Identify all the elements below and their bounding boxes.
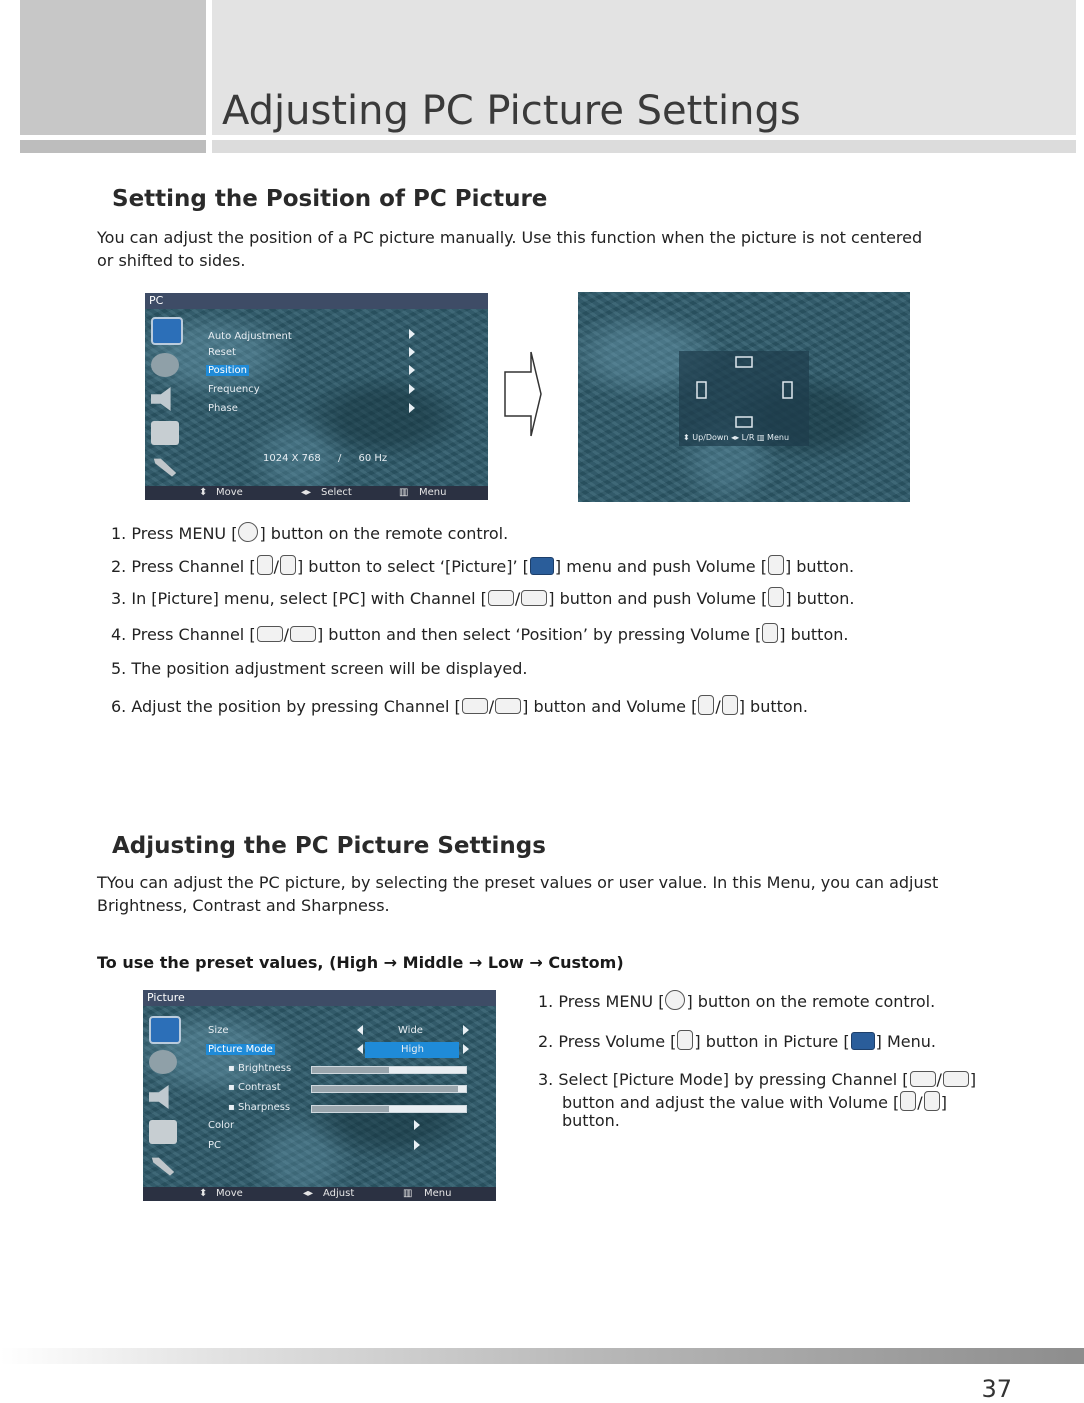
volume-right-button-icon: [280, 555, 296, 575]
step-2-text-b: /: [273, 557, 279, 576]
sharpness-slider-fill: [312, 1106, 389, 1112]
menu-item-size: Size: [208, 1025, 229, 1036]
header-rule-left: [20, 140, 206, 153]
volume-right-button-icon: [768, 587, 784, 607]
section1-intro-line2: or shifted to sides.: [97, 251, 246, 270]
volume-right-button-icon: [677, 1030, 693, 1050]
section2-intro-line1: TYou can adjust the PC picture, by selecting the preset values or user value. In this Menu, you can adjust: [97, 873, 939, 892]
menu-item-phase: Phase: [208, 403, 238, 414]
footer-bar: [0, 1348, 1084, 1364]
picture-mode-value: High: [401, 1044, 424, 1055]
chevron-right-icon: [409, 384, 415, 394]
volume-right-button-icon: [768, 555, 784, 575]
preset-step-3-text-e: /: [917, 1093, 923, 1112]
channel-down-button-icon: [521, 590, 547, 606]
updown-arrows-icon: ⬍: [199, 487, 208, 498]
channel-down-button-icon: [290, 626, 316, 642]
step-3-text-a: 3. In [Picture] menu, select [PC] with Channel [: [111, 589, 487, 608]
channel-up-button-icon: [910, 1071, 936, 1087]
resolution-readout: [263, 453, 387, 464]
step-2: [111, 555, 854, 576]
pc-menu-screenshot: [145, 293, 488, 500]
leftright-arrows-icon: ◂▸: [731, 433, 740, 442]
step-3-text-c: ] button and push Volume [: [548, 589, 768, 608]
step-4-text-b: /: [283, 625, 289, 644]
menu-item-brightness: ▪ Brightness: [228, 1063, 292, 1074]
position-footer: [683, 433, 789, 442]
picture-menu-title: Picture: [143, 990, 496, 1006]
pc-menu-footer: [145, 486, 488, 500]
preset-step-1: [538, 990, 935, 1011]
menu-item-frequency: Frequency: [208, 384, 260, 395]
header-block-left: [20, 0, 206, 135]
updown-arrows-icon: ⬍: [199, 1188, 208, 1199]
preset-step-2: [538, 1030, 936, 1051]
step-1-text-b: ] button on the remote control.: [259, 524, 509, 543]
contrast-slider: [311, 1085, 467, 1093]
menu-key-icon: ▥: [403, 1188, 413, 1199]
wrench-icon: [151, 455, 179, 479]
chevron-left-icon: [357, 1025, 363, 1035]
sharpness-slider: [311, 1105, 467, 1113]
chevron-right-icon: [409, 329, 415, 339]
step-2-text-e: ] button.: [784, 557, 855, 576]
preset-step-3-text-c: ]: [969, 1070, 977, 1089]
step-6-text-c: ] button and Volume [: [522, 697, 698, 716]
preset-step-3-text-a: 3. Select [Picture Mode] by pressing Channel [: [538, 1070, 909, 1089]
menu-item-reset: Reset: [208, 347, 236, 358]
chevron-right-icon: [463, 1044, 469, 1054]
volume-left-button-icon: [900, 1091, 916, 1111]
preset-step-2-text-c: ] Menu.: [875, 1032, 936, 1051]
channel-up-button-icon: [462, 698, 488, 714]
channel-down-button-icon: [943, 1071, 969, 1087]
leftright-arrows-icon: ◂▸: [301, 487, 312, 498]
wrench-icon: [149, 1154, 177, 1178]
refresh-value: 60 Hz: [358, 453, 388, 464]
contrast-slider-fill: [312, 1086, 458, 1092]
sound-icon: [149, 1085, 177, 1109]
position-footer-updown: Up/Down: [692, 433, 729, 442]
step-1: [111, 522, 508, 543]
header-rule-right: [212, 140, 1076, 153]
step-4-text-c: ] button and then select ‘Position’ by pressing Volume [: [316, 625, 762, 644]
setup-icon: [149, 1050, 177, 1074]
section-heading-settings: Adjusting the PC Picture Settings: [112, 833, 546, 859]
footer-menu-label: Menu: [424, 1188, 452, 1199]
channel-up-button-icon: [257, 626, 283, 642]
footer-move-label: Move: [216, 487, 243, 498]
picture-menu-screenshot: [143, 990, 496, 1201]
input-icon: [149, 1120, 177, 1144]
step-2-text-a: 2. Press Channel [: [111, 557, 256, 576]
picture-icon: [151, 317, 183, 345]
menu-key-icon: ▥: [756, 433, 765, 442]
step-6-text-b: /: [488, 697, 495, 716]
page-number: 37: [981, 1375, 1012, 1403]
volume-right-button-icon: [722, 695, 738, 715]
brightness-slider: [311, 1066, 467, 1074]
input-icon: [151, 421, 179, 445]
pc-menu-title: PC: [145, 293, 488, 309]
setup-icon: [151, 353, 179, 377]
menu-button-icon: [665, 990, 685, 1010]
step-2-text-d: ] menu and push Volume [: [554, 557, 767, 576]
preset-step-1-text-b: ] button on the remote control.: [686, 992, 936, 1011]
resolution-value: 1024 X 768: [263, 453, 321, 464]
channel-down-button-icon: [495, 698, 521, 714]
step-3-text-b: /: [514, 589, 521, 608]
chevron-right-icon: [414, 1140, 420, 1150]
section2-intro-line2: Brightness, Contrast and Sharpness.: [97, 896, 390, 915]
step-5: 5. The position adjustment screen will be displayed.: [111, 659, 528, 678]
menu-button-icon: [238, 522, 258, 542]
chevron-right-icon: [414, 1120, 420, 1130]
footer-select-label: Select: [321, 487, 352, 498]
footer-move-label: Move: [216, 1188, 243, 1199]
step-6-text-e: ] button.: [738, 697, 808, 716]
position-footer-lr: L/R: [741, 433, 755, 442]
position-screen-screenshot: [578, 292, 910, 502]
step-4-text-d: ] button.: [779, 625, 849, 644]
brightness-slider-fill: [312, 1067, 389, 1073]
channel-up-button-icon: [488, 590, 514, 606]
preset-step-2-text-b: ] button in Picture [: [694, 1032, 850, 1051]
preset-step-3: [538, 1070, 976, 1089]
menu-item-auto-adjustment: Auto Adjustment: [208, 331, 292, 342]
chevron-right-icon: [409, 347, 415, 357]
step-2-text-c: ] button to select ‘[Picture]’ [: [296, 557, 529, 576]
preset-step-2-text-a: 2. Press Volume [: [538, 1032, 677, 1051]
menu-item-contrast: ▪ Contrast: [228, 1082, 281, 1093]
position-footer-menu: Menu: [767, 433, 790, 442]
menu-item-pc: PC: [208, 1140, 222, 1151]
step-4: [111, 623, 848, 644]
volume-left-button-icon: [257, 555, 273, 575]
menu-item-sharpness: ▪ Sharpness: [228, 1102, 291, 1113]
picture-menu-footer: [143, 1187, 496, 1201]
step-6-text-d: /: [715, 697, 721, 716]
picture-menu-icon: [530, 557, 554, 575]
chevron-right-icon: [409, 403, 415, 413]
preset-heading: To use the preset values, (High → Middle → Low → Custom): [97, 953, 624, 972]
chevron-right-icon: [463, 1025, 469, 1035]
position-overlay: [679, 351, 809, 446]
step-4-text-a: 4. Press Channel [: [111, 625, 256, 644]
updown-arrows-icon: ⬍: [683, 433, 690, 442]
menu-key-icon: ▥: [399, 487, 409, 498]
resolution-separator: /: [337, 453, 342, 464]
step-1-text-a: 1. Press MENU [: [111, 524, 238, 543]
footer-menu-label: Menu: [419, 487, 447, 498]
menu-item-position: Position: [208, 365, 247, 376]
picture-menu-icon: [851, 1032, 875, 1050]
preset-step-3-line2: [562, 1091, 947, 1112]
preset-step-3-text-b: /: [936, 1070, 942, 1089]
position-arrows-icon: [679, 351, 809, 446]
section-heading-position: Setting the Position of PC Picture: [112, 186, 548, 212]
preset-step-3-text-f: ]: [940, 1093, 947, 1112]
volume-right-button-icon: [762, 623, 778, 643]
sound-icon: [151, 387, 179, 411]
menu-item-color: Color: [208, 1120, 235, 1131]
footer-adjust-label: Adjust: [323, 1188, 355, 1199]
picture-icon: [149, 1016, 181, 1044]
volume-right-button-icon: [924, 1091, 940, 1111]
preset-step-3-text-d: button and adjust the value with Volume [: [562, 1093, 900, 1112]
preset-step-3-line3: button.: [562, 1111, 620, 1130]
page-title: Adjusting PC Picture Settings: [222, 88, 801, 134]
step-3: [111, 587, 855, 608]
section1-intro-line1: You can adjust the position of a PC picture manually. Use this function when the picture is not centered: [97, 228, 923, 247]
step-6: [111, 695, 808, 716]
step-6-text-a: 6. Adjust the position by pressing Channel [: [111, 697, 461, 716]
volume-left-button-icon: [698, 695, 714, 715]
menu-item-picture-mode: Picture Mode: [208, 1044, 273, 1055]
chevron-right-icon: [409, 365, 415, 375]
chevron-left-icon: [357, 1044, 363, 1054]
leftright-arrows-icon: ◂▸: [303, 1188, 314, 1199]
preset-step-1-text-a: 1. Press MENU [: [538, 992, 665, 1011]
size-value: Wide: [398, 1025, 423, 1036]
step-3-text-d: ] button.: [785, 589, 855, 608]
next-step-arrow-icon: [503, 350, 545, 438]
